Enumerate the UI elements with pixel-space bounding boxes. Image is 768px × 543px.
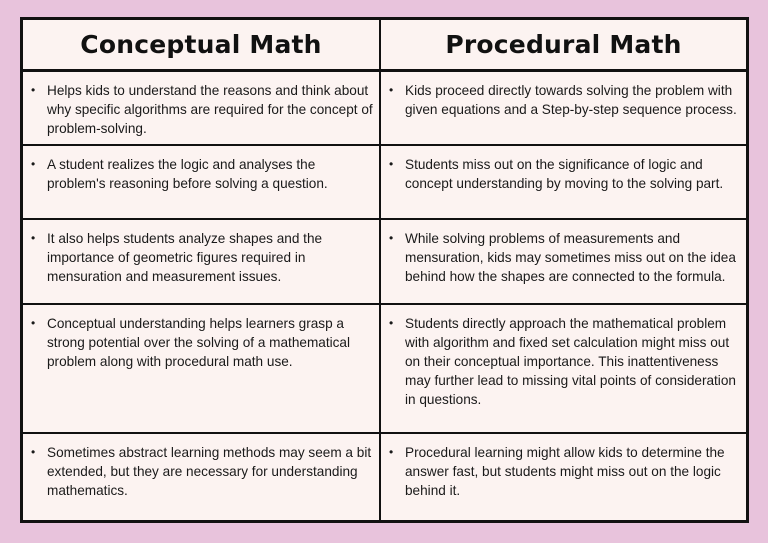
bullet-icon: • <box>389 157 394 171</box>
conceptual-point: Conceptual understanding helps learners grasp a strong potential over the solving of a mathematical problem along with procedural math use. <box>47 316 351 369</box>
bullet-icon: • <box>31 157 36 171</box>
bullet-icon: • <box>389 445 394 459</box>
conceptual-cell-5 <box>23 434 381 520</box>
conceptual-cell-1 <box>23 72 381 146</box>
conceptual-cell-3 <box>23 220 381 305</box>
header-procedural-title: Procedural Math <box>445 30 682 59</box>
procedural-point: Procedural learning might allow kids to determine the answer fast, but students might miss out on the logic behind it. <box>405 445 725 498</box>
procedural-cell-2 <box>381 146 746 220</box>
conceptual-point: A student realizes the logic and analyses the problem's reasoning before solving a question. <box>47 157 328 191</box>
bullet-icon: • <box>31 83 36 97</box>
comparison-table <box>20 17 749 523</box>
procedural-point: Students directly approach the mathematical problem with algorithm and fixed set calculation might miss out on their conceptual importance. This inattentiveness may further lead to missing vital points of consideration in questions. <box>405 316 736 407</box>
bullet-icon: • <box>31 445 36 459</box>
bullet-icon: • <box>389 83 394 97</box>
bullet-icon: • <box>31 231 36 245</box>
procedural-cell-1 <box>381 72 746 146</box>
header-procedural <box>381 20 746 72</box>
procedural-cell-4 <box>381 305 746 434</box>
procedural-cell-3 <box>381 220 746 305</box>
procedural-point: While solving problems of measurements and mensuration, kids may sometimes miss out on the idea behind how the shapes are connected to the formula. <box>405 231 736 284</box>
conceptual-cell-2 <box>23 146 381 220</box>
procedural-point: Kids proceed directly towards solving the problem with given equations and a Step-by-step sequence process. <box>405 83 737 117</box>
conceptual-point: It also helps students analyze shapes and the importance of geometric figures required in mensuration and measurement issues. <box>47 231 323 284</box>
procedural-cell-5 <box>381 434 746 520</box>
bullet-icon: • <box>389 316 394 330</box>
conceptual-point: Sometimes abstract learning methods may seem a bit extended, but they are necessary for understanding mathematics. <box>47 445 372 498</box>
bullet-icon: • <box>389 231 394 245</box>
header-conceptual <box>23 20 381 72</box>
conceptual-cell-4 <box>23 305 381 434</box>
header-conceptual-title: Conceptual Math <box>80 30 322 59</box>
procedural-point: Students miss out on the significance of logic and concept understanding by moving to the solving part. <box>405 157 724 191</box>
bullet-icon: • <box>31 316 36 330</box>
conceptual-point: Helps kids to understand the reasons and think about why specific algorithms are required for the concept of problem-solving. <box>47 83 373 136</box>
